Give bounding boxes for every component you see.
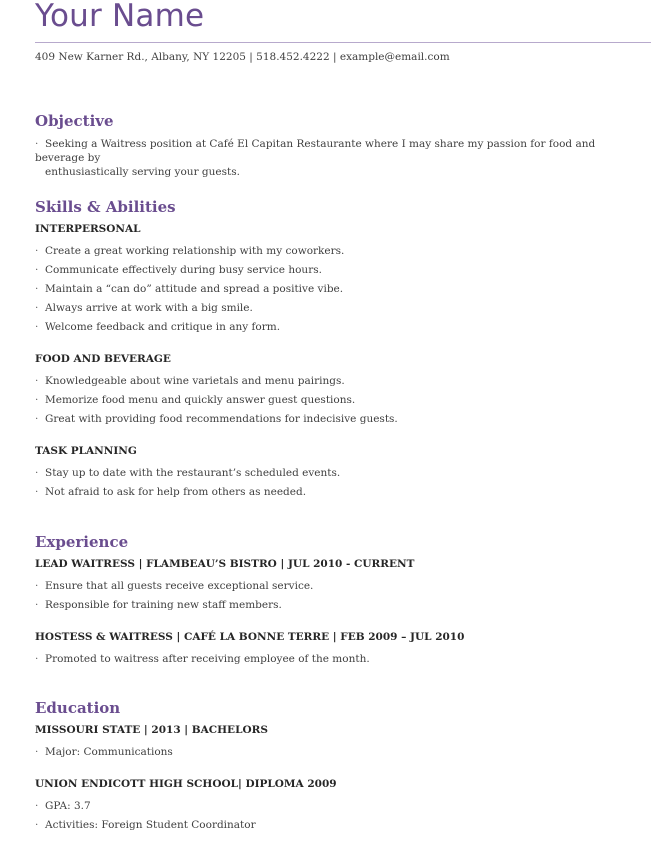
skill-group-heading: INTERPERSONAL — [35, 223, 141, 235]
list-item: · Welcome feedback and critique in any form. — [35, 321, 281, 333]
list-item: · Knowledgeable about wine varietals and menu pairings. — [35, 375, 345, 387]
list-item: · Always arrive at work with a big smile. — [35, 302, 253, 314]
job-heading: HOSTESS & WAITRESS | CAFÉ LA BONNE TERRE | FEB 2009 – JUL 2010 — [35, 631, 465, 643]
list-item: · Activities: Foreign Student Coordinator — [35, 819, 256, 831]
objective-text — [35, 137, 635, 179]
section-title-skills: Skills & Abilities — [35, 198, 176, 216]
school-heading: UNION ENDICOTT HIGH SCHOOL| DIPLOMA 2009 — [35, 778, 337, 790]
list-item: · Promoted to waitress after receiving employee of the month. — [35, 653, 370, 665]
list-item: · Create a great working relationship with my coworkers. — [35, 245, 345, 257]
list-item: · Maintain a “can do” attitude and spread a positive vibe. — [35, 283, 344, 295]
list-item: · Stay up to date with the restaurant’s scheduled events. — [35, 467, 341, 479]
bullet: · — [35, 138, 39, 150]
header-divider — [35, 42, 651, 43]
section-title-objective: Objective — [35, 112, 114, 130]
list-item: · Memorize food menu and quickly answer guest questions. — [35, 394, 356, 406]
list-item: · Major: Communications — [35, 746, 173, 758]
job-heading: LEAD WAITRESS | FLAMBEAU’S BISTRO | JUL 2010 - CURRENT — [35, 558, 415, 570]
resume-name: Your Name — [35, 0, 205, 34]
list-item: · GPA: 3.7 — [35, 800, 91, 812]
section-title-education: Education — [35, 699, 121, 717]
contact-info: 409 New Karner Rd., Albany, NY 12205 | 518.452.4222 | example@email.com — [35, 51, 450, 63]
section-title-experience: Experience — [35, 533, 129, 551]
skill-group-heading: TASK PLANNING — [35, 445, 137, 457]
list-item: · Not afraid to ask for help from others as needed. — [35, 486, 307, 498]
objective-line-1: Seeking a Waitress position at Café El Capitan Restaurante where I may share my passion for food and beverage by — [35, 138, 596, 164]
list-item: · Communicate effectively during busy service hours. — [35, 264, 322, 276]
list-item: · Ensure that all guests receive exceptional service. — [35, 580, 314, 592]
objective-line-2: enthusiastically serving your guests. — [45, 166, 240, 178]
school-heading: MISSOURI STATE | 2013 | BACHELORS — [35, 724, 268, 736]
list-item: · Responsible for training new staff members. — [35, 599, 282, 611]
skill-group-heading: FOOD AND BEVERAGE — [35, 353, 171, 365]
list-item: · Great with providing food recommendations for indecisive guests. — [35, 413, 398, 425]
